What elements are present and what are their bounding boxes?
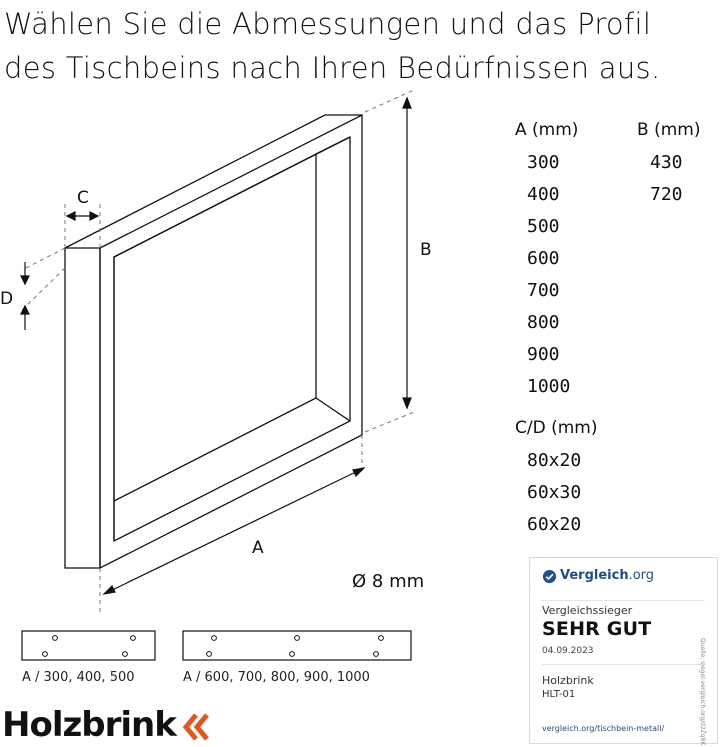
seal-date: 04.09.2023	[542, 646, 594, 656]
a-value: 700	[527, 280, 560, 301]
seal-brand	[560, 568, 654, 583]
b-column-header: B (mm)	[637, 120, 701, 140]
cd-value: 60x30	[527, 482, 582, 503]
brand-logo: Holzbrink	[2, 705, 176, 745]
seal-brand-name: Vergleich	[560, 568, 629, 583]
label-b: B	[420, 240, 432, 260]
a-value: 500	[527, 216, 560, 237]
label-d: D	[0, 289, 14, 309]
hole-diameter-label: Ø 8 mm	[352, 571, 425, 592]
mounting-plate-small	[22, 631, 155, 660]
seal-model: HLT-01	[542, 689, 576, 700]
a-value: 300	[527, 152, 560, 173]
a-value: 1000	[527, 376, 571, 397]
headline-line-1: Wählen Sie die Abmessungen und das Profil	[4, 7, 652, 41]
seal-divider	[542, 600, 705, 601]
seal-rating: SEHR GUT	[542, 618, 652, 640]
check-circle-icon	[542, 569, 557, 584]
small-plate-caption: A / 300, 400, 500	[22, 670, 135, 685]
frame-inner-opening	[114, 137, 350, 541]
large-plate-caption: A / 600, 700, 800, 900, 1000	[183, 670, 370, 685]
seal-source-text: Quelle: siegel.vergleich.org/d2Zq8K	[699, 638, 706, 746]
logo-chevron-icon	[183, 712, 211, 742]
headline-line-2: des Tischbeins nach Ihren Bedürfnissen aus.	[4, 51, 661, 85]
frame-front-face	[100, 115, 362, 568]
cd-value: 80x20	[527, 450, 582, 471]
b-value: 720	[650, 184, 683, 205]
award-seal	[529, 557, 718, 744]
cd-column-header: C/D (mm)	[515, 418, 598, 438]
seal-brand-tld: .org	[628, 568, 655, 583]
label-c: C	[77, 188, 89, 208]
label-a: A	[252, 538, 264, 558]
b-value: 430	[650, 152, 683, 173]
seal-manufacturer: Holzbrink	[542, 674, 594, 687]
seal-winner-text: Vergleichssieger	[542, 604, 633, 617]
seal-url[interactable]: vergleich.org/tischbein-metall/	[542, 724, 665, 733]
a-column-header: A (mm)	[515, 120, 579, 140]
seal-divider	[542, 664, 705, 665]
a-value: 600	[527, 248, 560, 269]
a-value: 900	[527, 344, 560, 365]
frame-top-edge	[65, 115, 325, 248]
a-value: 800	[527, 312, 560, 333]
cd-value: 60x20	[527, 514, 582, 535]
a-value: 400	[527, 184, 560, 205]
frame-outer	[65, 248, 100, 568]
